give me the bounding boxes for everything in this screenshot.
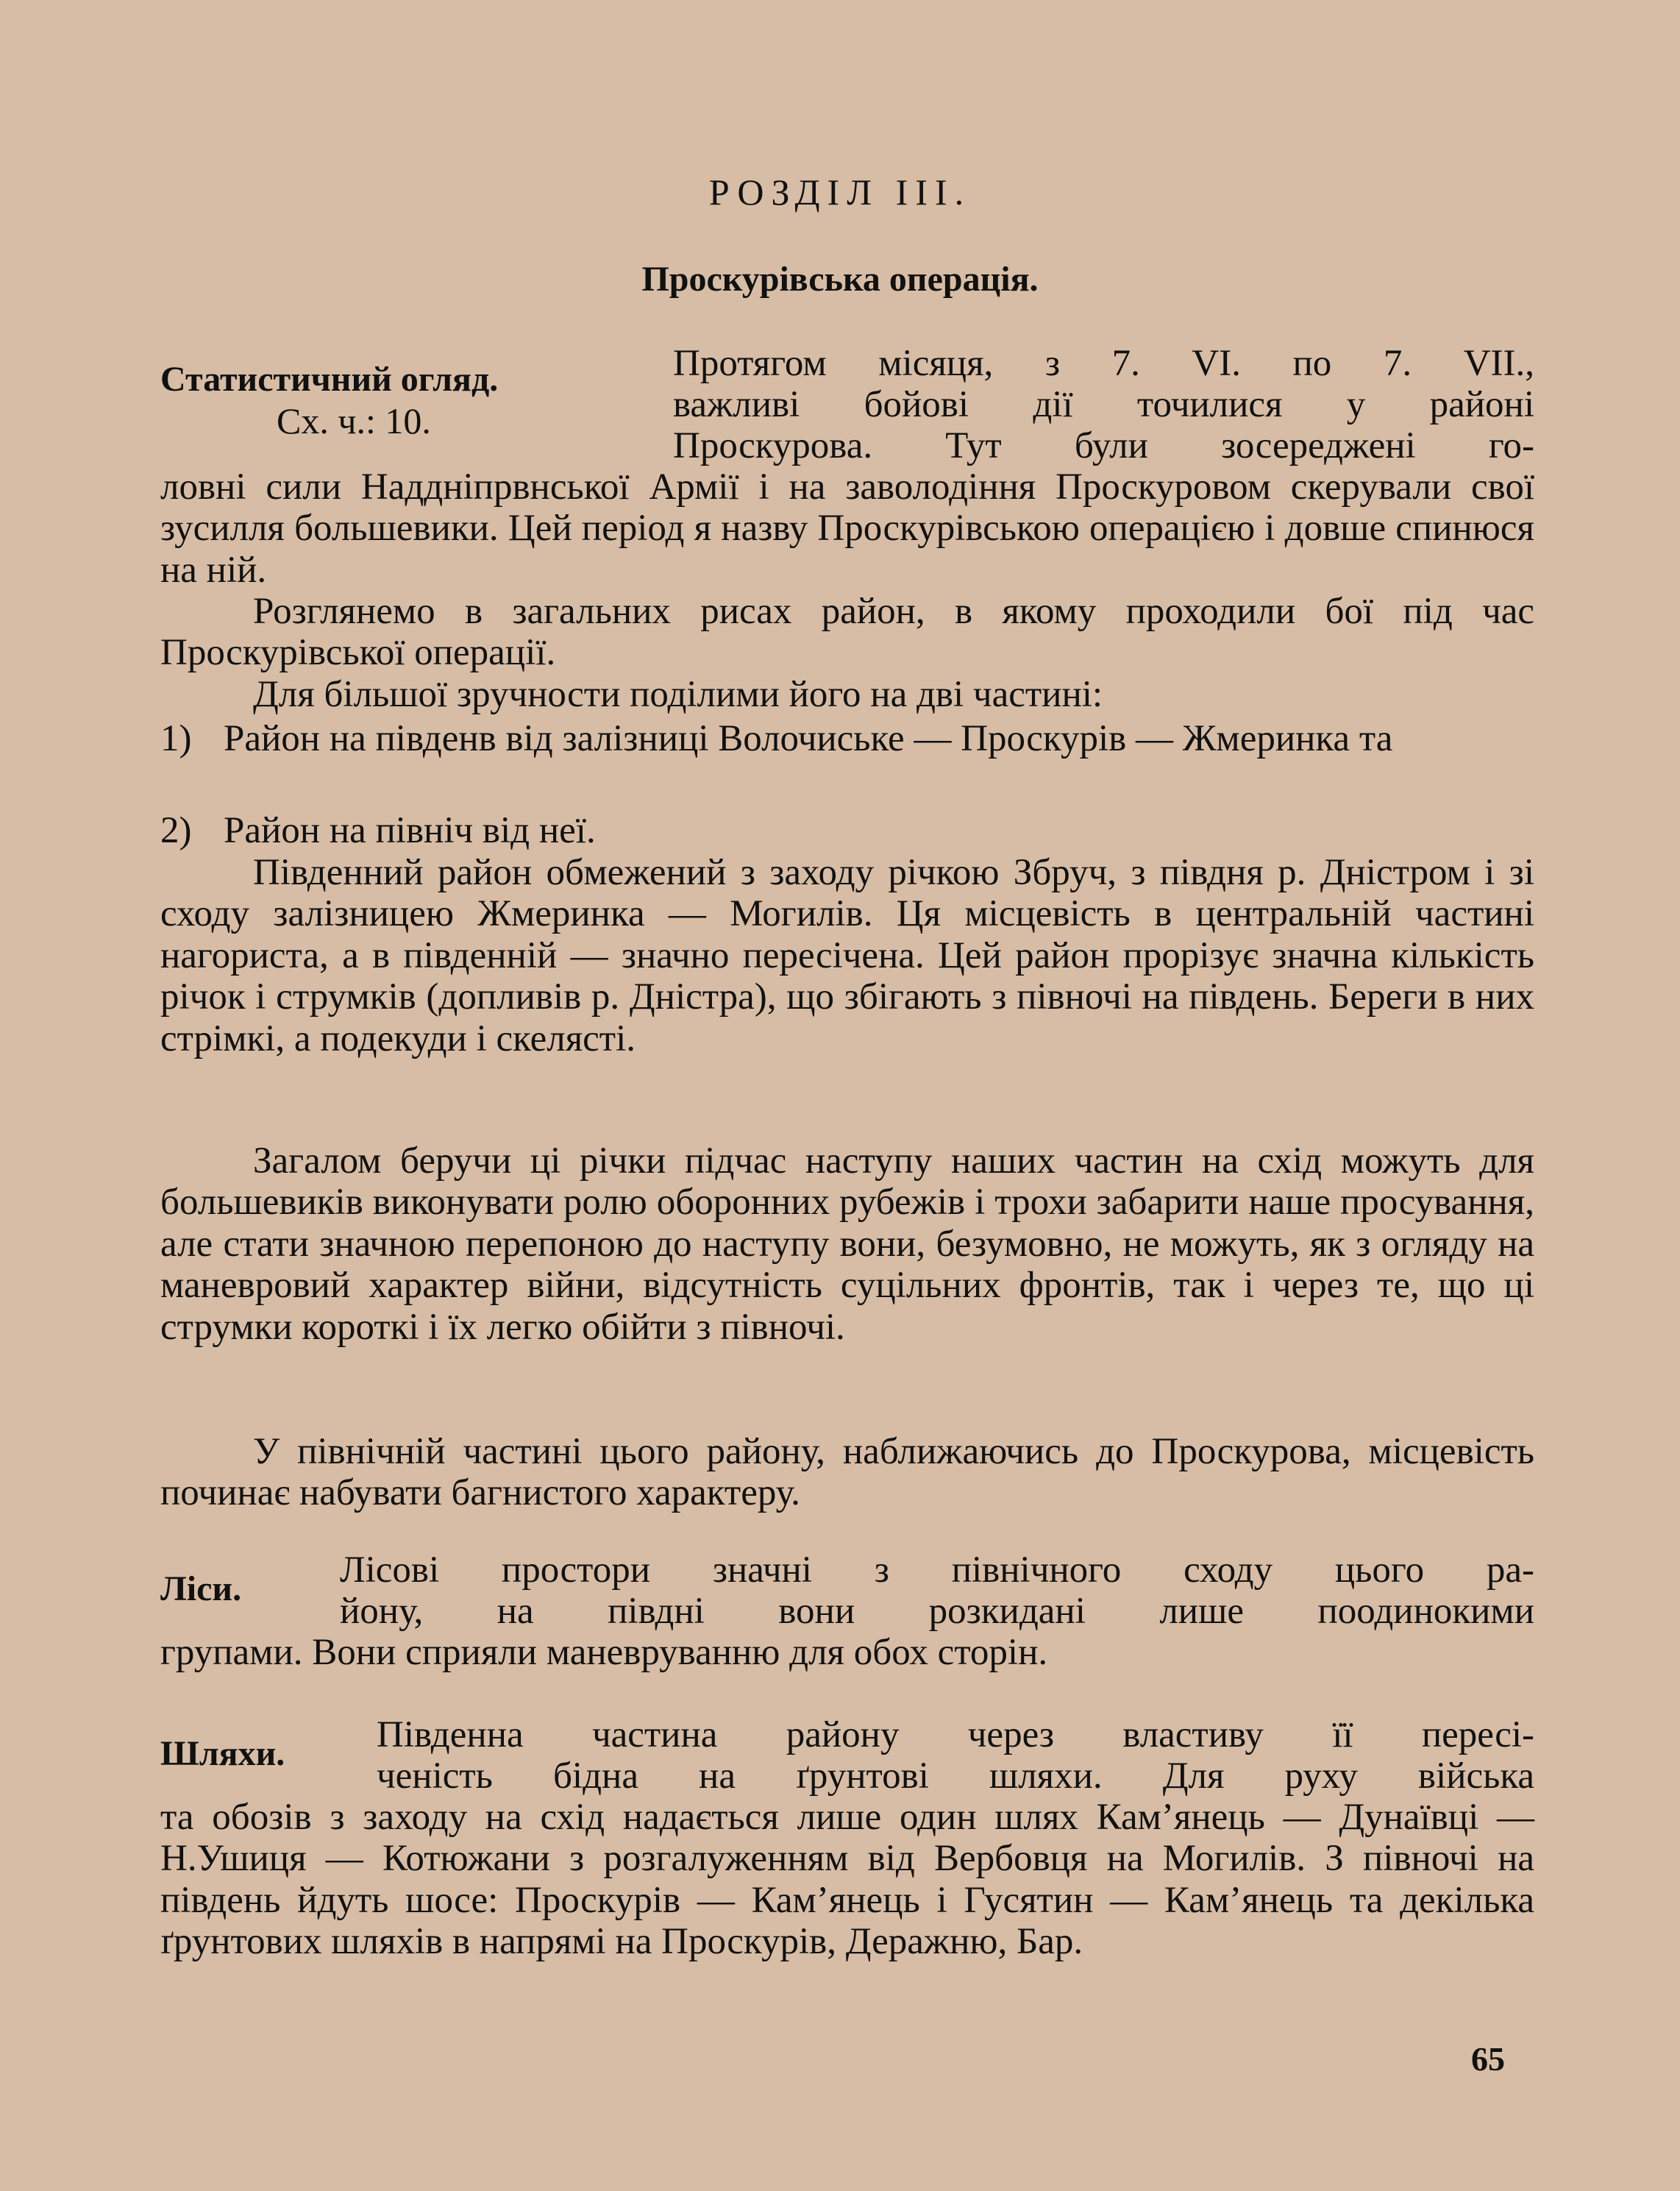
paragraph-rivers: Загалом беручи ці річки підчас наступу наших частин на схід можуть для большевиків виконувати ролю оборонних рубежів і трохи забарити наше просування, але стати значною перепоною до наступу вони, безумовно, не можуть, як з огляду на маневровий характер війни, відсутність суцільних фронтів, так і через те, що ці струмки короткі і їх легко обійти з півночі. xyxy=(160,1140,1534,1348)
forests-line-2: йону, на півдні вони розкидані лише поодинокими xyxy=(340,1591,1534,1632)
forests-line-1: Лісові простори значні з північного сходу цього ра- xyxy=(340,1549,1534,1591)
stat-continuation: ловні сили Наддніпрвнської Армії і на заволодіння Проскуровом скерували свої зусилля большевики. Цей період я назву Проскурівською операцією і довше спинюся на ній. xyxy=(160,466,1534,591)
list-number: 1) xyxy=(160,718,192,759)
roads-continuation: та обозів з заходу на схід надається лише один шлях Кам’янець — Дунаївці — Н.Ушиця — Котюжани з розгалуженням від Вербовця на Могилів. З півночі на південь йдуть шосе: Проскурів — Кам’янець і Гусятин — Кам’янець та декілька ґрунтових шляхів в напрямі на Проскурів, Деражню, Бар. xyxy=(160,1797,1534,1963)
list-item xyxy=(160,810,1534,851)
stat-line-1: Протягом місяця, з 7. VI. по 7. VII., xyxy=(673,343,1534,384)
forests-continuation: групами. Вони сприяли маневруванню для обох сторін. xyxy=(160,1632,1048,1673)
list-number: 2) xyxy=(160,810,192,851)
list-item xyxy=(160,718,1534,759)
paragraph-divide: Для більшої зручности поділими його на дві частині: xyxy=(253,674,1103,715)
stat-line-2: важливі бойові дії точилися у районі xyxy=(673,384,1534,425)
stat-line-3: Проскурова. Тут були зосереджені го- xyxy=(673,425,1534,466)
paragraph-consider: Розглянемо в загальних рисах район, в якому проходили бої під час Проскурівської операції. xyxy=(160,591,1534,674)
roads-line-2: ченість бідна на ґрунтові шляхи. Для руху війська xyxy=(377,1755,1534,1797)
paragraph-north: У північній частині цього району, наближаючись до Проскурова, місцевість починає набувати багнистого характеру. xyxy=(160,1431,1534,1514)
statistical-review-label: Статистичний огляд. xyxy=(160,360,499,399)
roads-label: Шляхи. xyxy=(160,1734,285,1773)
list-text: Район на південв від залізниці Волочиське — Проскурів — Жмеринка та xyxy=(224,718,1393,759)
forests-label: Ліси. xyxy=(160,1569,242,1608)
scheme-reference: Сх. ч.: 10. xyxy=(277,400,431,441)
paragraph-south: Південний район обмежений з заходу річкою Збруч, з півдня р. Дністром і зі сходу залізницею Жмеринка — Могилів. Ця місцевість в центральній частині нагориста, а в південній — значно пересічена. Цей район прорізує значна кількість річок і струмків (допливів р. Дністра), що збігають з півночі на південь. Береги в них стрімкі, а подекуди і скелясті. xyxy=(160,852,1534,1059)
roads-line-1: Південна частина району через властиву її пересі- xyxy=(377,1714,1534,1755)
list-text: Район на північ від неї. xyxy=(224,810,596,851)
chapter-heading: РОЗДІЛ III. xyxy=(708,171,972,213)
page-number: 65 xyxy=(1471,2040,1505,2078)
section-title: Проскурівська операція. xyxy=(641,260,1039,299)
